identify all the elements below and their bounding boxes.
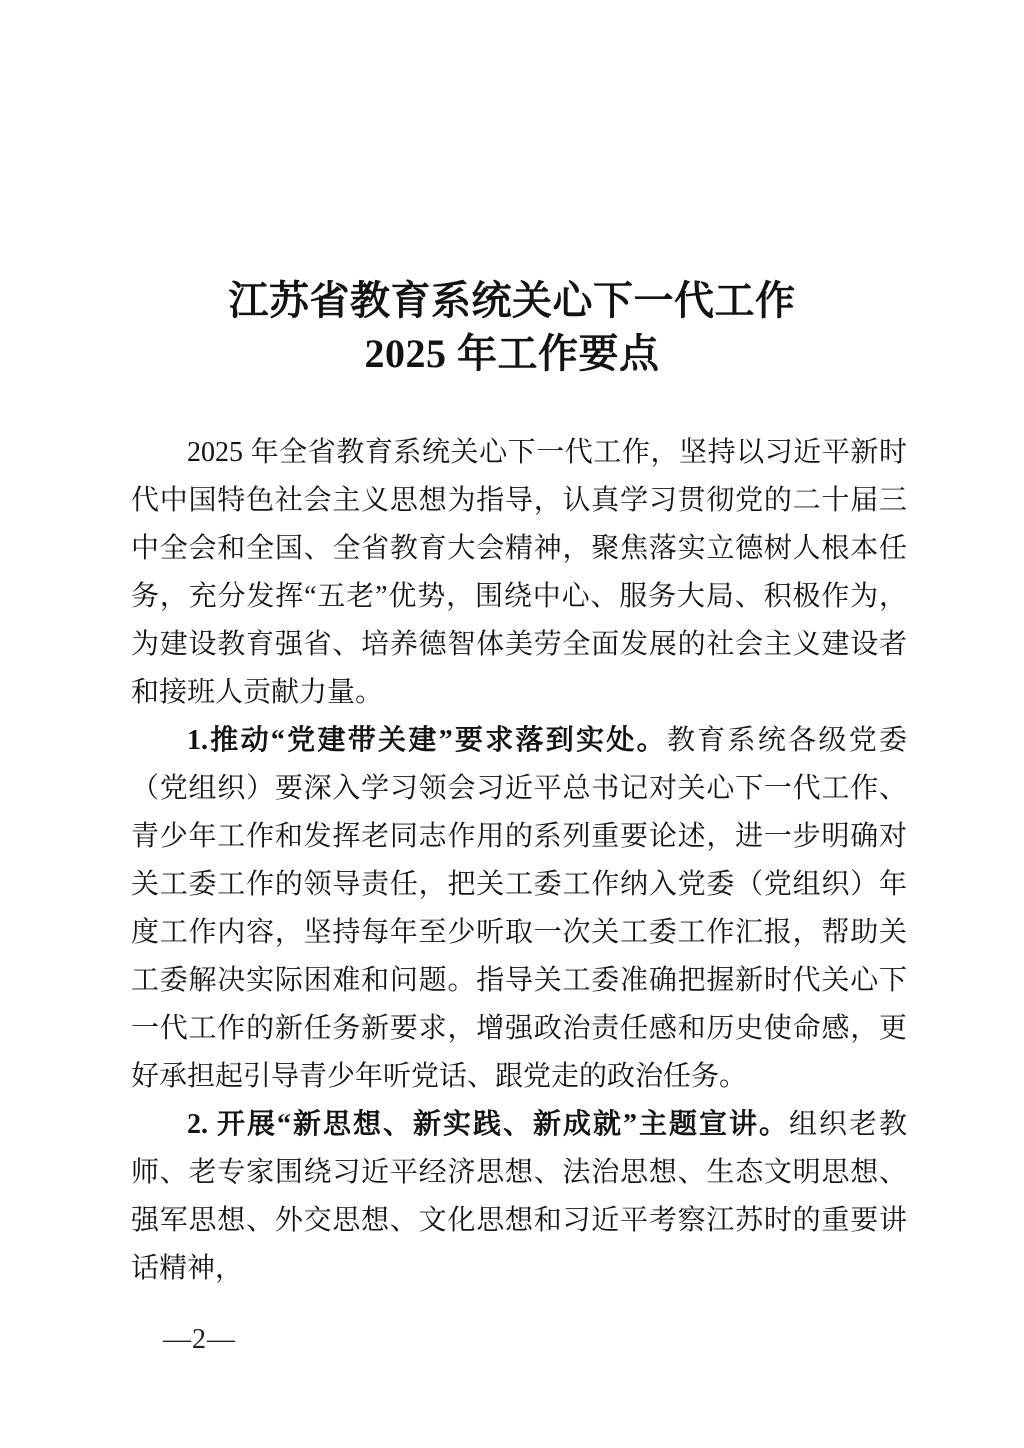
paragraph-item-1 [131, 717, 907, 1101]
document-title [0, 274, 1024, 380]
paragraph-item-1-text: 教育系统各级党委（党组织）要深入学习领会习近平总书记对关心下一代工作、青少年工作和发挥老同志作用的系列重要论述，进一步明确对关工委工作的领导责任，把关工委工作纳入党委（党组织）年度工作内容，坚持每年至少听取一次关工委工作汇报，帮助关工委解决实际困难和问题。指导关工委准确把握新时代关心下一代工作的新任务新要求，增强政治责任感和历史使命感，更好承担起引导青少年听党话、跟党走的政治任务。 [131, 725, 907, 1092]
document-body [131, 429, 907, 1293]
paragraph-intro [131, 429, 907, 717]
paragraph-intro-text: 2025 年全省教育系统关心下一代工作，坚持以习近平新时代中国特色社会主义思想为指导，认真学习贯彻党的二十届三中全会和全国、全省教育大会精神，聚焦落实立德树人根本任务，充分发挥“五老”优势，围绕中心、服务大局、积极作为，为建设教育强省、培养德智体美劳全面发展的社会主义建设者和接班人贡献力量。 [131, 437, 907, 708]
paragraph-item-2-lead: 2. 开展“新思想、新实践、新成就”主题宣讲。 [187, 1109, 789, 1140]
paragraph-item-2-text: 组织老教师、老专家围绕习近平经济思想、法治思想、生态文明思想、强军思想、外交思想、文化思想和习近平考察江苏时的重要讲话精神， [131, 1109, 907, 1284]
paragraph-item-2 [131, 1101, 907, 1293]
title-line-2: 2025 年工作要点 [364, 331, 660, 376]
paragraph-item-1-lead: 1.推动“党建带关建”要求落到实处。 [187, 725, 667, 756]
title-line-1: 江苏省教育系统关心下一代工作 [228, 278, 796, 323]
page-number: —2— [163, 1324, 236, 1355]
